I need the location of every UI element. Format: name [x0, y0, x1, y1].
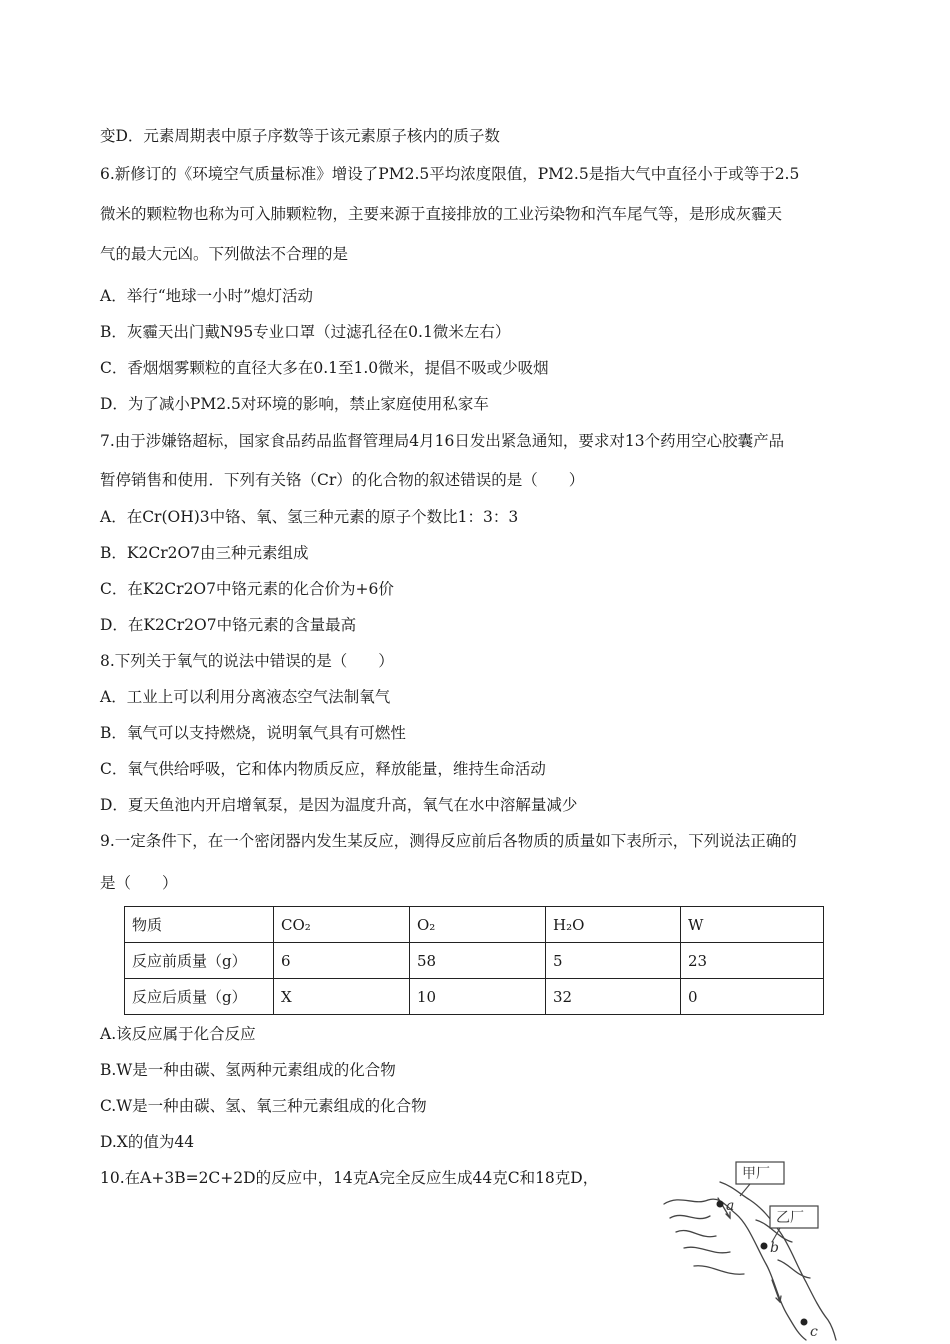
question-6-line-3: 气的最大元凶。下列做法不合理的是	[100, 245, 349, 263]
question-8-option-b: B．氧气可以支持燃烧，说明氧气具有可燃性	[100, 724, 406, 742]
table-cell: X	[274, 979, 410, 1015]
question-7-option-b: B．K2Cr2O7由三种元素组成	[100, 544, 309, 562]
table-cell: 5	[546, 943, 681, 979]
text-line: 变D．元素周期表中原子序数等于该元素原子核内的质子数	[100, 127, 500, 145]
factory-a-label: 甲厂	[742, 1166, 770, 1182]
point-a-label: a	[726, 1198, 735, 1214]
question-6-option-a: A．举行“地球一小时”熄灯活动	[100, 287, 314, 305]
question-9-option-c: C.W是一种由碳、氢、氧三种元素组成的化合物	[100, 1097, 427, 1115]
table-cell: 物质	[125, 907, 274, 943]
table-cell: 反应后质量（g）	[125, 979, 274, 1015]
question-9-option-b: B.W是一种由碳、氢两种元素组成的化合物	[100, 1061, 396, 1079]
point-b-label: b	[770, 1240, 779, 1256]
table-cell: 23	[681, 943, 824, 979]
table-cell: 10	[410, 979, 546, 1015]
sample-point-a	[717, 1201, 724, 1208]
table-row	[125, 979, 824, 1015]
factory-b-label: 乙厂	[776, 1210, 804, 1226]
sample-point-c	[801, 1319, 808, 1326]
question-7-option-a: A．在Cr(OH)3中铬、氧、氢三种元素的原子个数比1：3：3	[100, 508, 519, 526]
sample-point-b	[761, 1243, 768, 1250]
table-cell: O₂	[410, 907, 546, 943]
question-9-line-1: 9.一定条件下，在一个密闭器内发生某反应，测得反应前后各物质的质量如下表所示，下列说法正确的	[100, 832, 797, 850]
question-6-option-d: D．为了减小PM2.5对环境的影响，禁止家庭使用私家车	[100, 395, 489, 413]
question-7-option-c: C．在K2Cr2O7中铬元素的化合价为+6价	[100, 580, 394, 598]
table-cell: CO₂	[274, 907, 410, 943]
table-cell: 反应前质量（g）	[125, 943, 274, 979]
question-9-option-d: D.X的值为44	[100, 1133, 195, 1151]
question-9-line-2: 是（ ）	[100, 874, 178, 892]
question-7-line-2: 暂停销售和使用．下列有关铬（Cr）的化合物的叙述错误的是（ ）	[100, 471, 585, 489]
question-6-option-b: B．灰霾天出门戴N95专业口罩（过滤孔径在0.1微米左右）	[100, 323, 511, 341]
table-header-row	[125, 907, 824, 943]
question-7-line-1: 7.由于涉嫌铬超标，国家食品药品监督管理局4月16日发出紧急通知，要求对13个药用空心胶囊产品	[100, 432, 785, 450]
question-8-option-d: D．夏天鱼池内开启增氧泵，是因为温度升高，氧气在水中溶解量减少	[100, 796, 578, 814]
point-c-label: c	[810, 1324, 818, 1340]
question-8-option-c: C．氧气供给呼吸，它和体内物质反应，释放能量，维持生命活动	[100, 760, 546, 778]
table-cell: 58	[410, 943, 546, 979]
river-factory-figure	[660, 1160, 840, 1344]
table-cell: 32	[546, 979, 681, 1015]
question-8-line-1: 8.下列关于氧气的说法中错误的是（ ）	[100, 652, 394, 670]
question-7-option-d: D．在K2Cr2O7中铬元素的含量最高	[100, 616, 357, 634]
question-6-option-c: C．香烟烟雾颗粒的直径大多在0.1至1.0微米，提倡不吸或少吸烟	[100, 359, 549, 377]
question-10-line-1: 10.在A+3B=2C+2D的反应中，14克A完全反应生成44克C和18克D，	[100, 1169, 599, 1187]
question-8-option-a: A．工业上可以利用分离液态空气法制氧气	[100, 688, 391, 706]
table-cell: H₂O	[546, 907, 681, 943]
table-cell: W	[681, 907, 824, 943]
question-9-option-a: A.该反应属于化合反应	[100, 1025, 256, 1043]
mass-table	[124, 906, 824, 1015]
question-6-line-2: 微米的颗粒物也称为可入肺颗粒物，主要来源于直接排放的工业污染物和汽车尾气等，是形成灰霾天	[100, 205, 783, 223]
table-cell: 6	[274, 943, 410, 979]
table-cell: 0	[681, 979, 824, 1015]
question-6-line-1: 6.新修订的《环境空气质量标准》增设了PM2.5平均浓度限值，PM2.5是指大气中直径小于或等于2.5	[100, 165, 800, 183]
table-row	[125, 943, 824, 979]
